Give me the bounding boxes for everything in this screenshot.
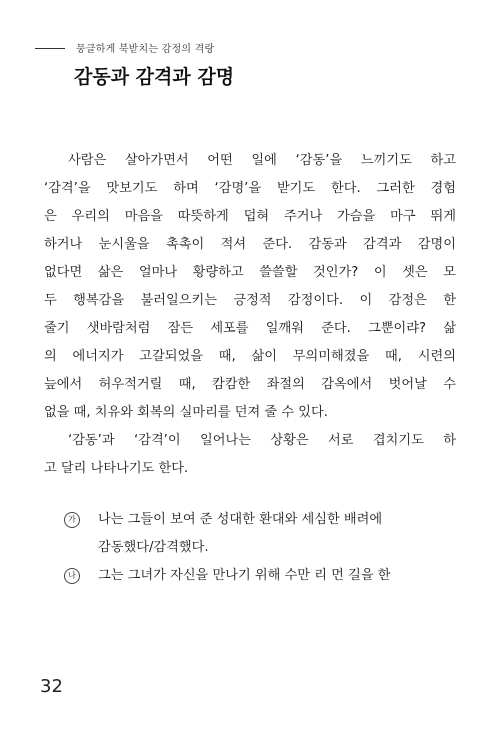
- paragraph-line: ‘감동’과 ‘감격’이 일어나는 상황은 서로 겹치기도 하: [68, 433, 456, 448]
- paragraph-line: 의 에너지가 고갈되었을 때, 삶이 무의미해졌을 때, 시련의: [44, 349, 456, 364]
- example-item: [64, 506, 404, 534]
- page-title: 감동과 감격과 감명: [74, 66, 235, 88]
- circled-ga-marker: 가: [64, 512, 80, 528]
- paragraph-line: 없다면 삶은 얼마나 황량하고 쓸쓸할 것인가? 이 셋은 모: [44, 265, 456, 280]
- example-item: [64, 562, 404, 590]
- example-line: 그는 그녀가 자신을 만나기 위해 수만 리 먼 길을 한: [98, 568, 391, 583]
- page-number: 32: [40, 676, 63, 697]
- paragraph-line: 없을 때, 치유와 회복의 실마리를 던져 줄 수 있다.: [44, 405, 328, 420]
- paragraph-line: 은 우리의 마음을 따뜻하게 덥혀 주거나 가슴을 마구 뛰게: [44, 209, 456, 224]
- example-list: [64, 506, 404, 590]
- example-line: 나는 그들이 보여 준 성대한 환대와 세심한 배려에: [98, 512, 383, 527]
- paragraph-line: 줄기 샛바람처럼 잠든 세포를 일깨워 준다. 그뿐이랴? 삶: [44, 321, 456, 336]
- running-header-rule: [35, 48, 65, 49]
- example-line: 감동했다/감격했다.: [98, 540, 209, 555]
- paragraph-line: 고 달리 나타나기도 한다.: [44, 461, 189, 476]
- body-text: [44, 147, 456, 483]
- paragraph-line: 두 행복감을 불러일으키는 긍정적 감정이다. 이 감정은 한: [44, 293, 456, 308]
- paragraph-line: 사람은 살아가면서 어떤 일에 ‘감동’을 느끼기도 하고: [68, 153, 456, 168]
- circled-na-marker: 나: [64, 568, 80, 584]
- paragraph-line: 늪에서 허우적거릴 때, 캄캄한 좌절의 감옥에서 벗어날 수: [44, 377, 456, 392]
- paragraph-line: ‘감격’을 맛보기도 하며 ‘감명’을 받기도 한다. 그러한 경험: [44, 181, 456, 196]
- running-header-title: 뭉클하게 북받치는 감정의 격랑: [76, 44, 215, 55]
- paragraph-line: 하거나 눈시울을 촉촉이 적셔 준다. 감동과 감격과 감명이: [44, 237, 456, 252]
